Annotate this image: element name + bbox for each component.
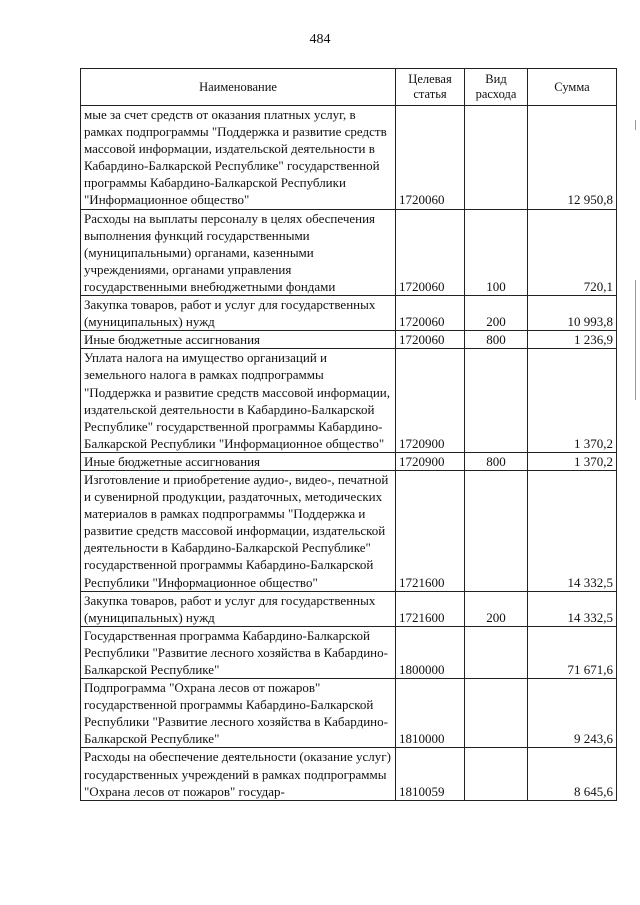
row-sum: 10 993,8 xyxy=(528,296,617,331)
row-code: 1720060 xyxy=(396,209,465,295)
row-type xyxy=(465,470,528,591)
row-type xyxy=(465,748,528,800)
table-row xyxy=(81,106,617,210)
table-row xyxy=(81,349,617,453)
row-sum: 1 370,2 xyxy=(528,349,617,453)
row-sum: 1 236,9 xyxy=(528,331,617,349)
row-sum: 8 645,6 xyxy=(528,748,617,800)
row-name: Государственная программа Кабардино-Балкарской Республики "Развитие лесного хозяйства в Кабардино-Балкарской Республике" xyxy=(81,626,396,678)
row-name: Иные бюджетные ассигнования xyxy=(81,452,396,470)
row-name: Закупка товаров, работ и услуг для государственных (муниципальных) нужд xyxy=(81,591,396,626)
row-type xyxy=(465,626,528,678)
row-sum: 720,1 xyxy=(528,209,617,295)
table-row xyxy=(81,748,617,800)
row-type xyxy=(465,106,528,210)
row-code: 1720900 xyxy=(396,452,465,470)
table-row xyxy=(81,452,617,470)
row-type xyxy=(465,679,528,748)
row-code: 1720060 xyxy=(396,296,465,331)
row-code: 1810059 xyxy=(396,748,465,800)
row-type xyxy=(465,349,528,453)
row-sum: 71 671,6 xyxy=(528,626,617,678)
row-code: 1800000 xyxy=(396,626,465,678)
row-code: 1720060 xyxy=(396,106,465,210)
row-name: Иные бюджетные ассигнования xyxy=(81,331,396,349)
scan-edge-mark xyxy=(635,280,636,400)
row-type: 100 xyxy=(465,209,528,295)
header-type: Вид расхода xyxy=(465,69,528,106)
row-sum: 9 243,6 xyxy=(528,679,617,748)
header-sum: Сумма xyxy=(528,69,617,106)
row-type: 200 xyxy=(465,591,528,626)
row-type: 200 xyxy=(465,296,528,331)
row-type: 800 xyxy=(465,331,528,349)
scan-edge-mark xyxy=(635,120,636,130)
table-row xyxy=(81,470,617,591)
row-sum: 12 950,8 xyxy=(528,106,617,210)
row-name: Изготовление и приобретение аудио-, видео-, печатной и сувенирной продукции, раздаточных, методических материалов в рамках подпрограммы "Поддержка и развитие средств массовой информации, издательской деятельности в Кабардино-Балкарской Республике" государственной программы Кабардино-Балкарской Республики "Информационное общество" xyxy=(81,470,396,591)
table-row xyxy=(81,296,617,331)
row-sum: 1 370,2 xyxy=(528,452,617,470)
row-sum: 14 332,5 xyxy=(528,591,617,626)
table-row xyxy=(81,331,617,349)
row-name: Уплата налога на имущество организаций и земельного налога в рамках подпрограммы "Поддержка и развитие средств массовой информации, издательской деятельности в Кабардино-Балкарской Республике" государственной программы Кабардино-Балкарской Республики "Информационное общество" xyxy=(81,349,396,453)
row-name: мые за счет средств от оказания платных услуг, в рамках подпрограммы "Поддержка и развитие средств массовой информации, издательской деятельности в Кабардино-Балкарской Республике" государственной программы Кабардино-Балкарской Республики "Информационное общество" xyxy=(81,106,396,210)
row-code: 1721600 xyxy=(396,591,465,626)
row-name: Расходы на выплаты персоналу в целях обеспечения выполнения функций государственными (муниципальными) органами, казенными учреждениями, органами управления государственными внебюджетными фондами xyxy=(81,209,396,295)
table-header-row xyxy=(81,69,617,106)
table-row xyxy=(81,679,617,748)
table-row xyxy=(81,591,617,626)
row-name: Закупка товаров, работ и услуг для государственных (муниципальных) нужд xyxy=(81,296,396,331)
table-row xyxy=(81,209,617,295)
row-code: 1720060 xyxy=(396,331,465,349)
row-code: 1721600 xyxy=(396,470,465,591)
budget-table xyxy=(80,68,617,801)
row-code: 1810000 xyxy=(396,679,465,748)
row-code: 1720900 xyxy=(396,349,465,453)
row-sum: 14 332,5 xyxy=(528,470,617,591)
row-name: Подпрограмма "Охрана лесов от пожаров" государственной программы Кабардино-Балкарской Республики "Развитие лесного хозяйства в Кабардино-Балкарской Республике" xyxy=(81,679,396,748)
header-code: Целевая статья xyxy=(396,69,465,106)
header-name: Наименование xyxy=(81,69,396,106)
page-number: 484 xyxy=(309,32,331,47)
row-name: Расходы на обеспечение деятельности (оказание услуг) государственных учреждений в рамках подпрограммы "Охрана лесов от пожаров" государ- xyxy=(81,748,396,800)
table-row xyxy=(81,626,617,678)
row-type: 800 xyxy=(465,452,528,470)
